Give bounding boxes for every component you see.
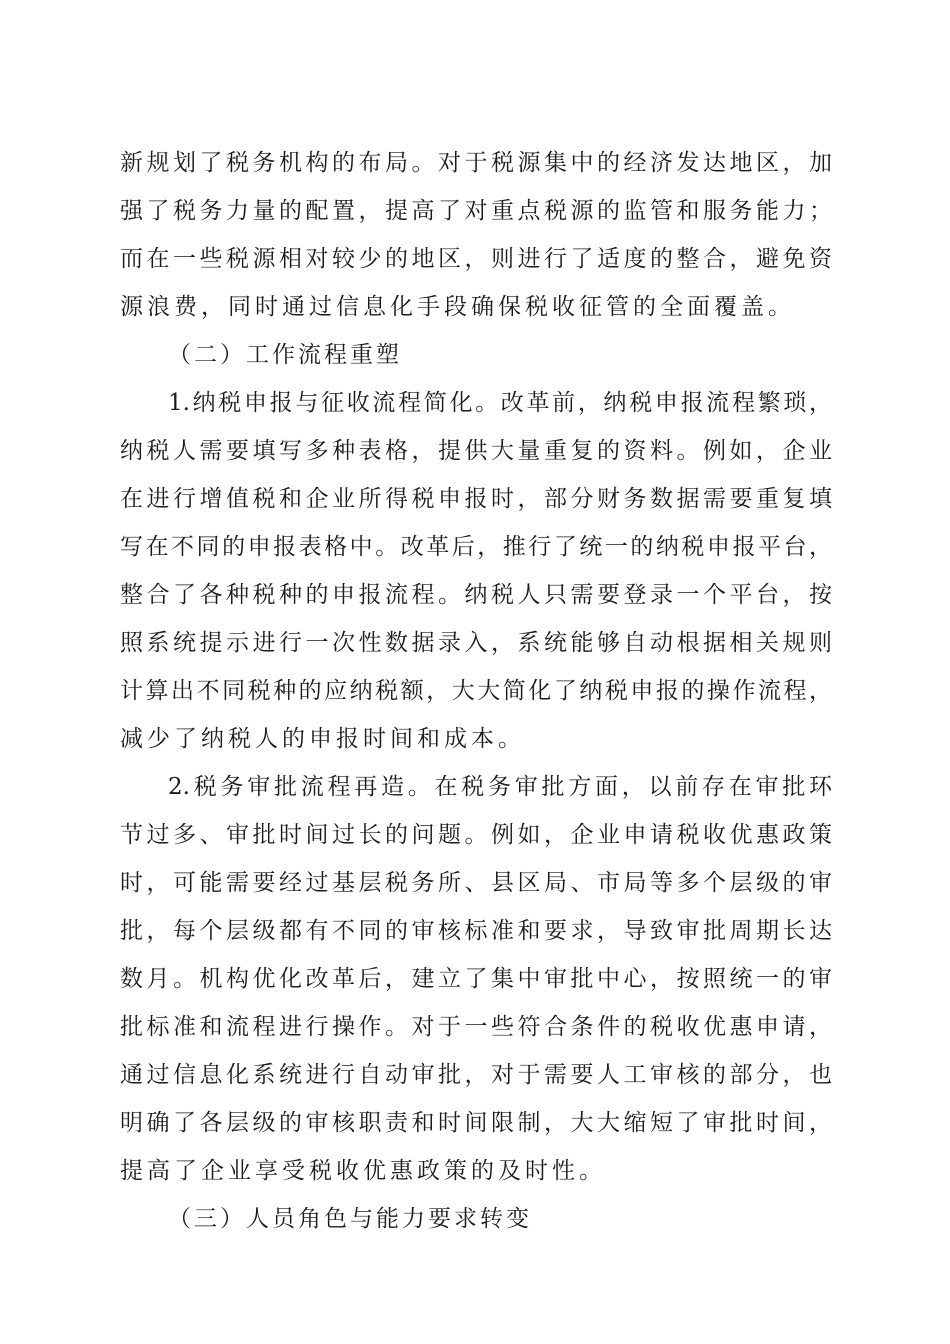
paragraph-line: 照系统提示进行一次性数据录入，系统能够自动根据相关规则: [120, 630, 832, 656]
section-heading: （二）工作流程重塑: [168, 342, 402, 368]
section-heading: （三）人员角色与能力要求转变: [168, 1206, 532, 1232]
paragraph-line: 批，每个层级都有不同的审核标准和要求，导致审批周期长达: [120, 918, 832, 944]
paragraph-line: 源浪费，同时通过信息化手段确保税收征管的全面覆盖。: [120, 294, 795, 320]
paragraph-line: 节过多、审批时间过长的问题。例如，企业申请税收优惠政策: [120, 822, 832, 848]
paragraph-line: 1.纳税申报与征收流程简化。改革前，纳税申报流程繁琐，: [168, 390, 832, 416]
paragraph-line: 在进行增值税和企业所得税申报时，部分财务数据需要重复填: [120, 486, 832, 512]
paragraph-line: 计算出不同税种的应纳税额，大大简化了纳税申报的操作流程，: [120, 678, 832, 704]
paragraph-line: 减少了纳税人的申报时间和成本。: [120, 726, 525, 752]
paragraph-line: 而在一些税源相对较少的地区，则进行了适度的整合，避免资: [120, 246, 832, 272]
paragraph-line: 批标准和流程进行操作。对于一些符合条件的税收优惠申请，: [120, 1014, 832, 1040]
paragraph-line: 强了税务力量的配置，提高了对重点税源的监管和服务能力；: [120, 198, 832, 224]
paragraph-line: 时，可能需要经过基层税务所、县区局、市局等多个层级的审: [120, 870, 832, 896]
paragraph-line: 纳税人需要填写多种表格，提供大量重复的资料。例如，企业: [120, 438, 832, 464]
paragraph-line: 2.税务审批流程再造。在税务审批方面，以前存在审批环: [168, 774, 832, 800]
paragraph-line: 通过信息化系统进行自动审批，对于需要人工审核的部分，也: [120, 1062, 832, 1088]
paragraph-line: 提高了企业享受税收优惠政策的及时性。: [120, 1158, 606, 1184]
paragraph-line: 明确了各层级的审核职责和时间限制，大大缩短了审批时间，: [120, 1110, 832, 1136]
paragraph-line: 整合了各种税种的申报流程。纳税人只需要登录一个平台，按: [120, 582, 832, 608]
paragraph-line: 数月。机构优化改革后，建立了集中审批中心，按照统一的审: [120, 966, 832, 992]
paragraph-line: 写在不同的申报表格中。改革后，推行了统一的纳税申报平台，: [120, 534, 832, 560]
paragraph-line: 新规划了税务机构的布局。对于税源集中的经济发达地区，加: [120, 150, 832, 176]
